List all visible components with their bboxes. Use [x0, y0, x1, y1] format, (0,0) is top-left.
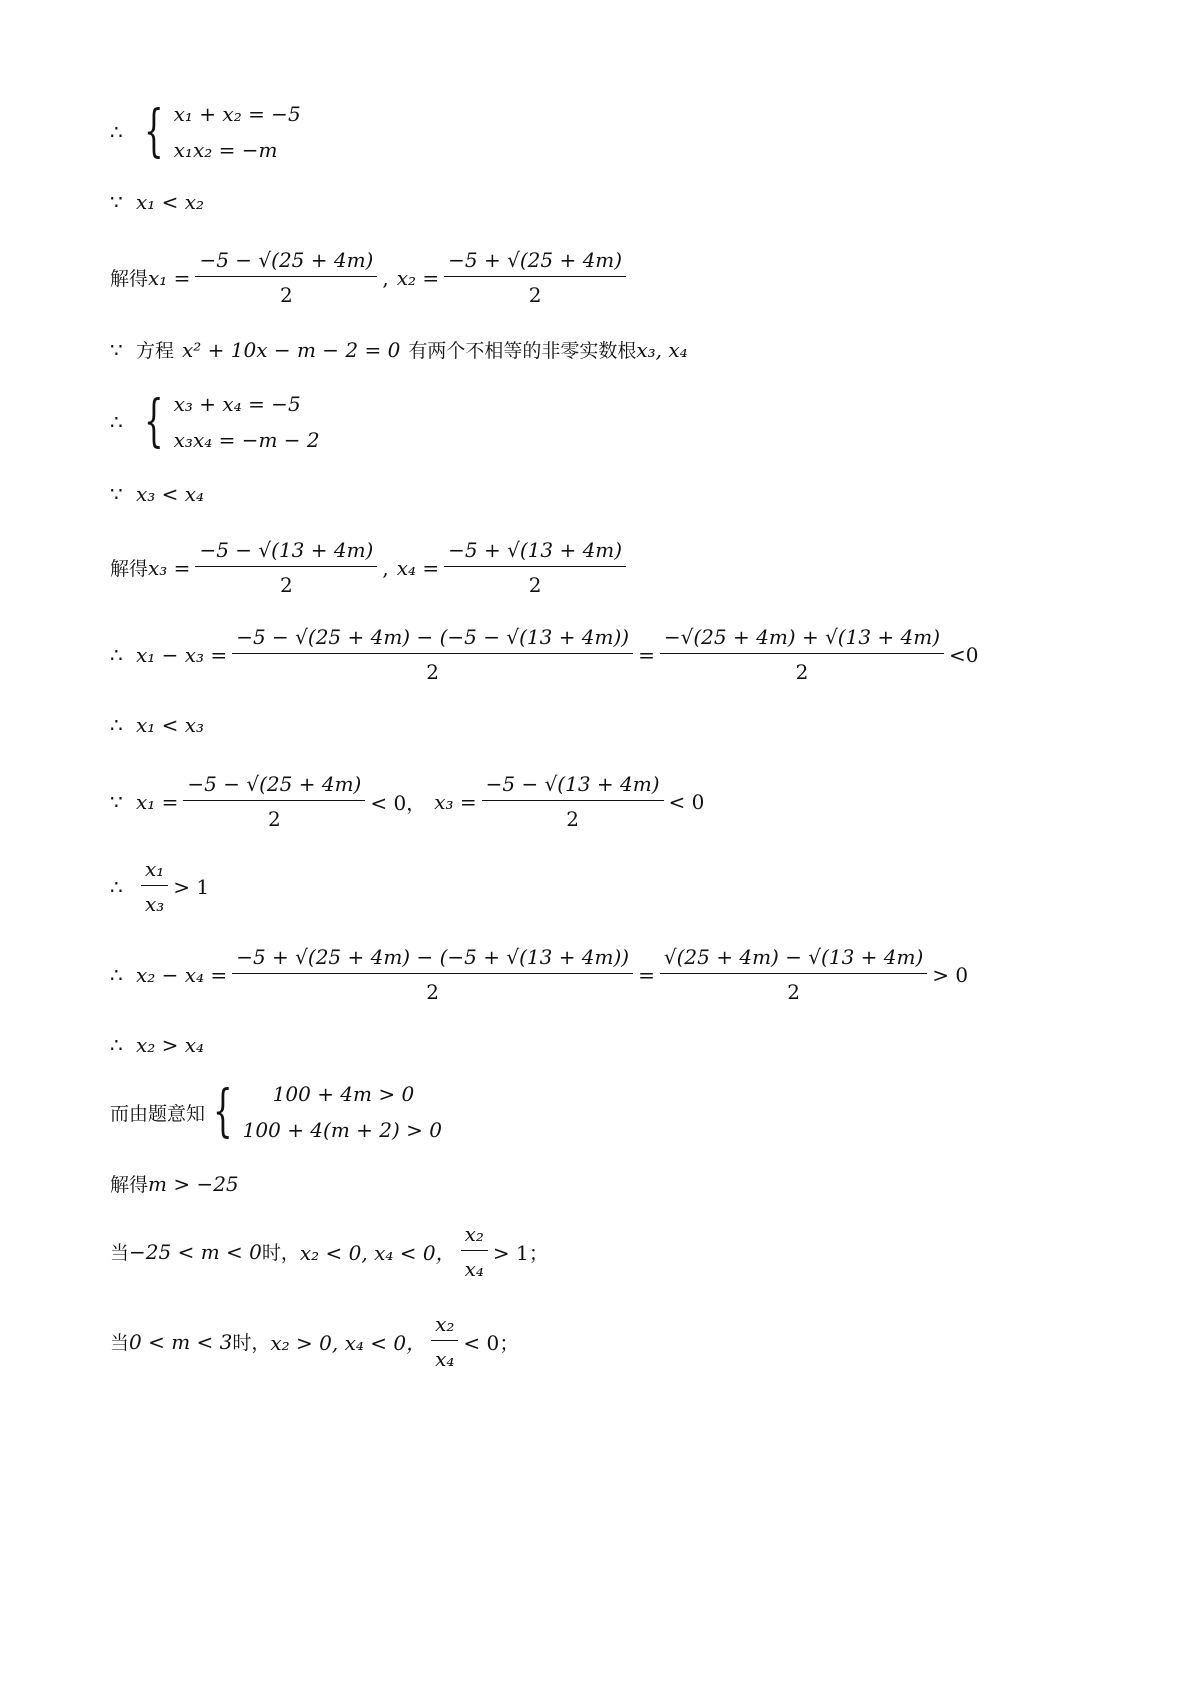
x2-lhs: x₂ = [396, 265, 440, 290]
separator: , [382, 555, 389, 580]
equals-sign: = [638, 962, 655, 987]
denominator: x₃ [145, 892, 165, 916]
numerator: √(25 + 4m) − √(13 + 4m) [660, 945, 927, 974]
line-x2-greater-x4 [110, 1033, 204, 1057]
comparison: < 0； [463, 1331, 520, 1355]
denominator: 2 [795, 660, 809, 684]
x1-fraction [195, 248, 377, 307]
left-brace-icon: { [144, 99, 164, 164]
numerator: −√(25 + 4m) + √(13 + 4m) [660, 625, 944, 654]
therefore-symbol: ∴ [110, 120, 123, 144]
therefore-symbol: ∴ [110, 962, 123, 987]
therefore-symbol: ∴ [110, 642, 123, 667]
equation-product: x₁x₂ = −m [173, 138, 278, 162]
therefore-symbol: ∴ [110, 410, 123, 434]
line-solve-x1-x2 [110, 248, 631, 307]
quadratic-equation: x² + 10x − m − 2 = 0 [182, 337, 401, 362]
difference-fraction-2 [660, 625, 944, 684]
therefore-symbol: ∴ [110, 874, 123, 899]
x1-denominator: 2 [280, 283, 293, 307]
denominator: 2 [426, 660, 440, 684]
line-x1-minus-x3 [110, 625, 979, 684]
x3-numerator: −5 − √(13 + 4m) [195, 538, 377, 567]
numerator: −5 + √(25 + 4m) − (−5 + √(13 + 4m)) [232, 945, 633, 974]
equation-label: 方程 [136, 340, 175, 362]
comparison: < 0 [668, 789, 705, 814]
x4-lhs: x₄ = [396, 555, 440, 580]
ratio-fraction [461, 1222, 488, 1281]
condition-1: 100 + 4m > 0 [272, 1082, 415, 1106]
system-brace [136, 389, 320, 454]
inequality: x₁ < x₂ [136, 190, 205, 214]
line-x3-less-x4 [110, 482, 204, 506]
numerator: −5 − √(25 + 4m) − (−5 − √(13 + 4m)) [232, 625, 633, 654]
ratio-fraction [431, 1312, 458, 1371]
x4-denominator: 2 [528, 573, 542, 597]
root-signs: x₂ < 0, x₄ < 0， [299, 1241, 456, 1265]
x3-denominator: 2 [280, 573, 293, 597]
m-condition: −25 < m < 0 [129, 1239, 262, 1264]
denominator: 2 [787, 980, 800, 1004]
m-range: m > −25 [148, 1171, 239, 1196]
comparison: > 0 [932, 962, 969, 987]
line-x1-x3-negative [110, 772, 704, 831]
x1-fraction [183, 772, 365, 831]
inequality: x₂ > x₄ [136, 1033, 205, 1057]
equation-product: x₃x₄ = −m − 2 [173, 428, 320, 452]
x3-fraction [482, 772, 664, 831]
difference-fraction-1 [232, 625, 633, 684]
because-symbol: ∵ [110, 789, 123, 814]
system-brace [205, 1079, 442, 1144]
left-brace-icon: { [144, 389, 164, 454]
x1-denominator: 2 [268, 807, 281, 831]
numerator: x₁ [141, 857, 168, 886]
m-condition: 0 < m < 3 [129, 1329, 233, 1354]
x3-fraction [195, 538, 377, 597]
condition-label: 而由题意知 [110, 1102, 206, 1125]
inequality: x₁ < x₃ [136, 713, 205, 737]
ratio-fraction [141, 857, 168, 916]
x2-fraction [444, 248, 626, 307]
line-x2-minus-x4 [110, 945, 968, 1004]
difference-fraction-2 [660, 945, 927, 1004]
difference-fraction-1 [232, 945, 633, 1004]
x1-lhs: x₁ = [148, 265, 191, 290]
line-equation-statement [110, 336, 688, 363]
line-solve-x3-x4 [110, 538, 631, 597]
equation-sum: x₁ + x₂ = −5 [173, 102, 301, 126]
therefore-symbol: ∴ [110, 1033, 123, 1057]
solve-label: 解得 [110, 268, 149, 290]
because-symbol: ∵ [110, 190, 123, 214]
comparison: > 1； [492, 1241, 549, 1265]
line-x1-less-x2 [110, 190, 204, 214]
denominator: 2 [426, 980, 440, 1004]
x1-numerator: −5 − √(25 + 4m) [183, 772, 365, 801]
equation-sum: x₃ + x₄ = −5 [173, 392, 301, 416]
difference-lhs: x₂ − x₄ = [136, 962, 228, 987]
numerator: x₂ [431, 1312, 458, 1341]
line-discriminant-conditions [110, 1079, 442, 1144]
comparison: <0 [949, 642, 979, 667]
line-solve-m [110, 1170, 239, 1197]
difference-lhs: x₁ − x₃ = [136, 642, 228, 667]
separator: , [382, 265, 389, 290]
x3-numerator: −5 − √(13 + 4m) [482, 772, 664, 801]
x3-denominator: 2 [566, 807, 579, 831]
denominator: x₄ [435, 1347, 455, 1371]
line-case-negative-m [110, 1222, 549, 1281]
x2-denominator: 2 [528, 283, 542, 307]
time-label: 时， [261, 1242, 300, 1264]
inequality: x₃ < x₄ [136, 482, 205, 506]
numerator: x₂ [461, 1222, 488, 1251]
left-brace-icon: { [213, 1079, 233, 1144]
solve-label: 解得 [110, 558, 149, 580]
condition-2: 100 + 4(m + 2) > 0 [242, 1118, 442, 1142]
roots-names: x₃, x₄ [636, 337, 688, 362]
x1-lhs: x₁ = [136, 789, 179, 814]
line-vieta-x1-x2 [110, 99, 301, 164]
line-ratio-x1-x3 [110, 857, 209, 916]
solve-label: 解得 [110, 1174, 149, 1196]
time-label: 时， [232, 1332, 271, 1354]
x2-numerator: −5 + √(25 + 4m) [444, 248, 626, 277]
x4-numerator: −5 + √(13 + 4m) [444, 538, 626, 567]
denominator: x₄ [464, 1257, 484, 1281]
root-signs: x₂ > 0, x₄ < 0， [270, 1331, 427, 1355]
line-x1-less-x3 [110, 713, 204, 737]
x1-numerator: −5 − √(25 + 4m) [195, 248, 377, 277]
x3-lhs: x₃ = [148, 555, 191, 580]
line-case-positive-m [110, 1312, 519, 1371]
comparison: < 0， [370, 791, 427, 815]
x4-fraction [444, 538, 626, 597]
line-vieta-x3-x4 [110, 389, 320, 454]
equals-sign: = [638, 642, 655, 667]
therefore-symbol: ∴ [110, 713, 123, 737]
x3-lhs: x₃ = [434, 789, 477, 814]
comparison: > 1 [173, 874, 210, 899]
when-label: 当 [110, 1242, 130, 1264]
roots-description: 有两个不相等的非零实数根 [408, 340, 637, 362]
system-brace [136, 99, 301, 164]
when-label: 当 [110, 1332, 130, 1354]
because-symbol: ∵ [110, 482, 123, 506]
because-symbol: ∵ [110, 337, 123, 362]
